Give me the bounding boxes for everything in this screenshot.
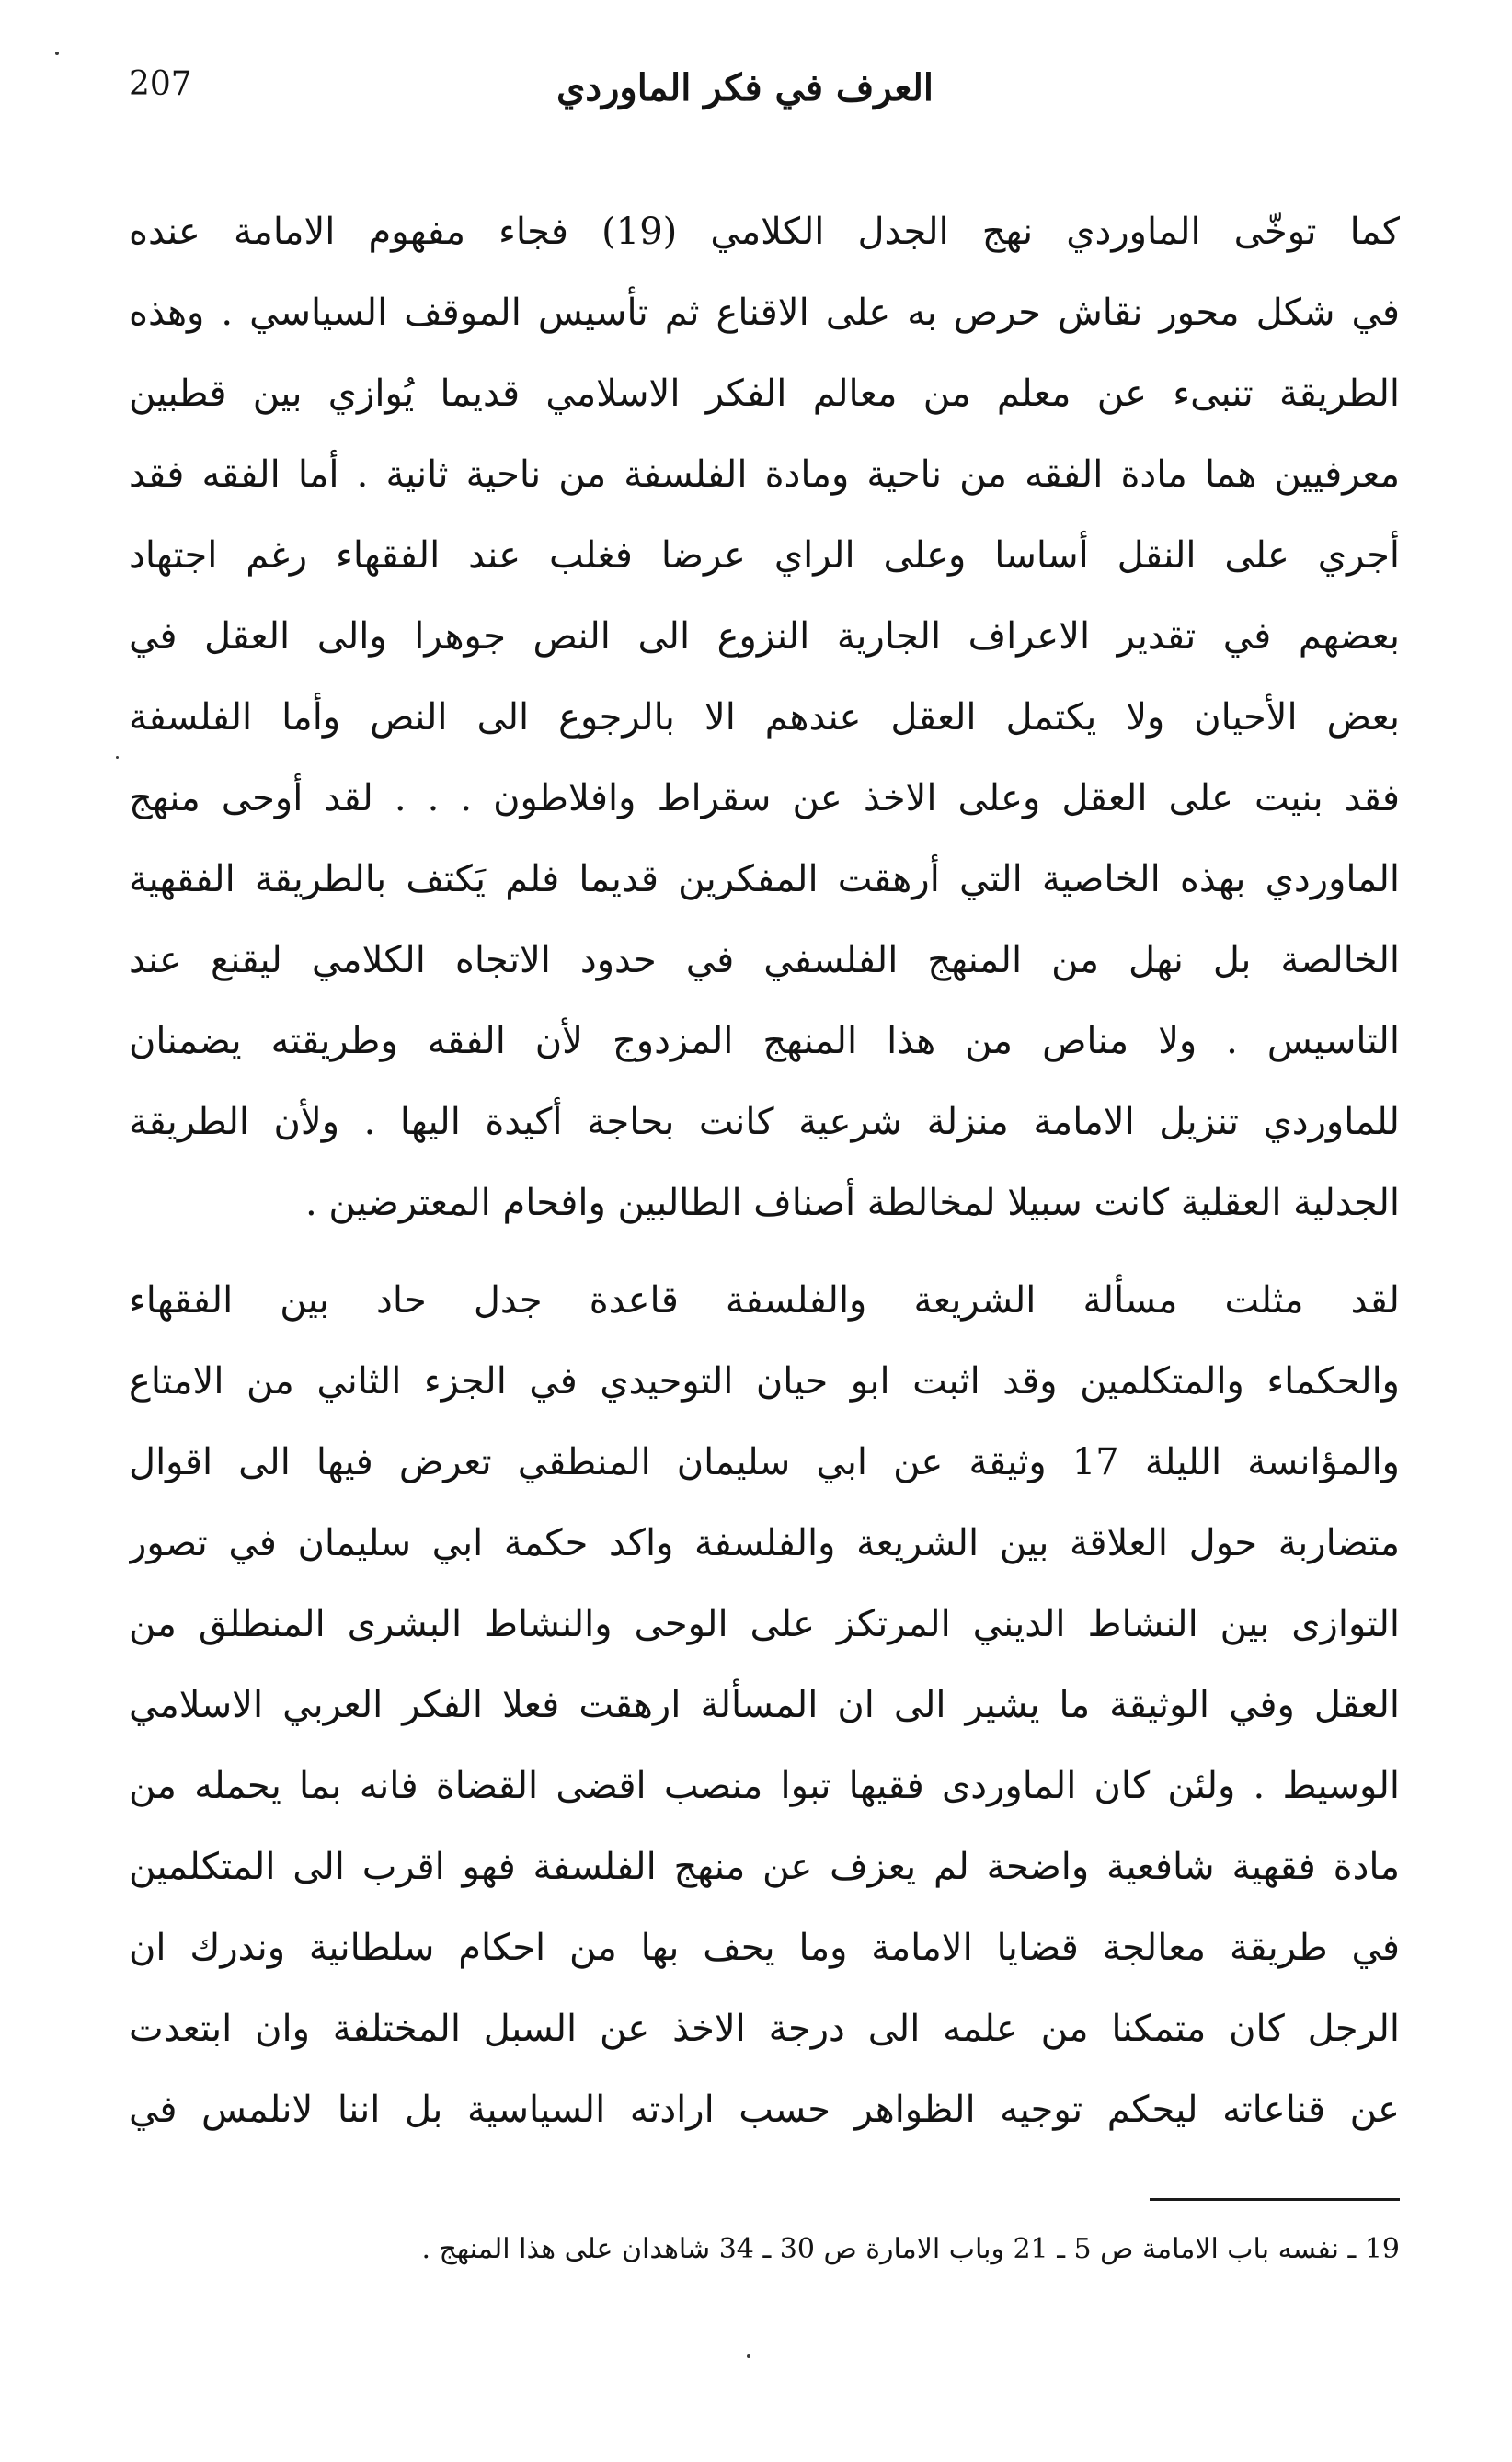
text-line: في طريقة معالجة قضايا الامامة وما يحف بها من احكام سلطانية وندرك ان	[129, 1927, 1400, 1969]
text-line: فقد بنيت على العقل وعلى الاخذ عن سقراط وافلاطون . . . لقد أوحى منهج	[129, 777, 1400, 819]
text-line: معرفيين هما مادة الفقه من ناحية ومادة الفلسفة من ناحية ثانية . أما الفقه فقد	[129, 453, 1400, 496]
text-line: العقل وفي الوثيقة ما يشير الى ان المسألة ارهقت فعلا الفكر العربي الاسلامي	[129, 1684, 1400, 1726]
footnote-divider	[1150, 2198, 1400, 2201]
text-line: في شكل محور نقاش حرص به على الاقناع ثم تأسيس الموقف السياسي . وهذه	[129, 292, 1400, 334]
text-line: الخالصة بل نهل من المنهج الفلسفي في حدود الاتجاه الكلامي ليقنع عند	[129, 939, 1400, 981]
scan-speck	[116, 756, 119, 759]
text-line: عن قناعاته ليحكم توجيه الظواهر حسب ارادته السياسية بل اننا لانلمس في	[129, 2089, 1400, 2131]
scan-speck	[55, 52, 59, 55]
text-line: الجدلية العقلية كانت سبيلا لمخالطة أصناف الطالبين وافحام المعترضين .	[304, 1182, 1400, 1224]
footnote: 19 ـ نفسه باب الامامة ص 5 ـ 21 وباب الامارة ص 30 ـ 34 شاهدان على هذا المنهج .	[421, 2233, 1400, 2265]
text-line: والحكماء والمتكلمين وقد اثبت ابو حيان التوحيدي في الجزء الثاني من الامتاع	[129, 1360, 1400, 1403]
text-line: الطريقة تنبىء عن معلم من معالم الفكر الاسلامي قديما يُوازي بين قطبين	[129, 372, 1400, 415]
text-line: للماوردي تنزيل الامامة منزلة شرعية كانت بحاجة أكيدة اليها . ولأن الطريقة	[129, 1101, 1400, 1143]
page-number: 207	[129, 65, 192, 103]
body-paragraph	[129, 1260, 1400, 2150]
text-line: لقد مثلت مسألة الشريعة والفلسفة قاعدة جدل حاد بين الفقهاء	[129, 1279, 1400, 1322]
text-line: بعض الأحيان ولا يكتمل العقل عندهم الا بالرجوع الى النص وأما الفلسفة	[129, 696, 1400, 739]
running-head: العرف في فكر الماوردي	[556, 66, 934, 109]
text-line: بعضهم في تقدير الاعراف الجارية النزوع الى النص جوهرا والى العقل في	[129, 615, 1400, 658]
text-line: التوازى بين النشاط الديني المرتكز على الوحى والنشاط البشرى المنطلق من	[129, 1603, 1400, 1645]
text-line: الماوردي بهذه الخاصية التي أرهقت المفكرين قديما فلم يَكتف بالطريقة الفقهية	[129, 858, 1400, 900]
scan-speck	[747, 2354, 750, 2358]
text-line: والمؤانسة الليلة 17 وثيقة عن ابي سليمان المنطقي تعرض فيها الى اقوال	[129, 1441, 1400, 1483]
text-line: التاسيس . ولا مناص من هذا المنهج المزدوج لأن الفقه وطريقته يضمنان	[129, 1020, 1400, 1062]
text-line: كما توخّى الماوردي نهج الجدل الكلامي (19) فجاء مفهوم الامامة عنده	[129, 211, 1400, 253]
text-line: متضاربة حول العلاقة بين الشريعة والفلسفة واكد حكمة ابي سليمان في تصور	[129, 1522, 1400, 1564]
text-line: الرجل كان متمكنا من علمه الى درجة الاخذ عن السبل المختلفة وان ابتعدت	[129, 2008, 1400, 2050]
text-line: مادة فقهية شافعية واضحة لم يعزف عن منهج الفلسفة فهو اقرب الى المتكلمين	[129, 1846, 1400, 1888]
body-paragraph	[129, 191, 1400, 1243]
text-line: الوسيط . ولئن كان الماوردى فقيها تبوا منصب اقضى القضاة فانه بما يحمله من	[129, 1765, 1400, 1807]
text-line: أجري على النقل أساسا وعلى الراي عرضا فغلب عند الفقهاء رغم اجتهاد	[129, 534, 1400, 577]
